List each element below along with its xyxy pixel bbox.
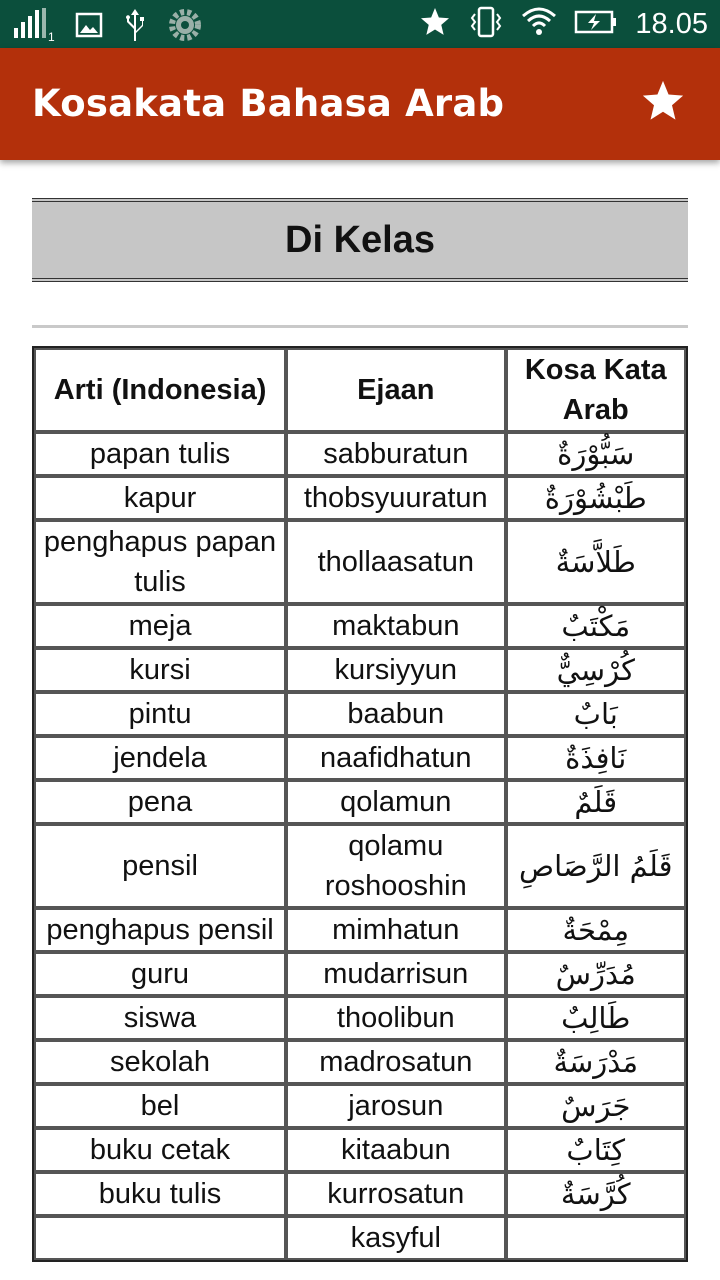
cell-arti: buku tulis — [34, 1172, 286, 1216]
cell-arti: bel — [34, 1084, 286, 1128]
cell-ejaan: mimhatun — [286, 908, 505, 952]
cell-arti: kursi — [34, 648, 286, 692]
cell-arti: penghapus pensil — [34, 908, 286, 952]
signal-sub: 1 — [48, 30, 55, 44]
cell-ejaan: thobsyuuratun — [286, 476, 505, 520]
cell-ejaan: kursiyyun — [286, 648, 505, 692]
cell-arab: نَافِذَةٌ — [506, 736, 687, 780]
wifi-icon — [521, 6, 557, 42]
cell-arti: pensil — [34, 824, 286, 908]
status-bar — [0, 0, 720, 48]
table-row — [34, 908, 686, 952]
cell-arti: penghapus papan tulis — [34, 520, 286, 604]
cell-arti: jendela — [34, 736, 286, 780]
cell-ejaan: thollaasatun — [286, 520, 505, 604]
table-row — [34, 1128, 686, 1172]
table-row — [34, 952, 686, 996]
signal-icon — [14, 8, 54, 46]
cell-ejaan: qolamu roshooshin — [286, 824, 505, 908]
table-row — [34, 736, 686, 780]
vibrate-icon — [469, 6, 503, 42]
table-row — [34, 476, 686, 520]
cell-ejaan: mudarrisun — [286, 952, 505, 996]
cell-arab: كِتَابٌ — [506, 1128, 687, 1172]
cell-arti: buku cetak — [34, 1128, 286, 1172]
cell-arab: مَدْرَسَةٌ — [506, 1040, 687, 1084]
cell-arab: جَرَسٌ — [506, 1084, 687, 1128]
cell-arab: طَبْشُوْرَةٌ — [506, 476, 687, 520]
section-header — [32, 198, 688, 282]
table-row — [34, 1084, 686, 1128]
cell-arab — [506, 1216, 687, 1260]
app-title: Kosakata Bahasa Arab — [32, 82, 505, 125]
favorite-star-icon[interactable] — [640, 78, 686, 124]
cell-ejaan: maktabun — [286, 604, 505, 648]
cell-arab: طَلاَّسَةٌ — [506, 520, 687, 604]
cell-ejaan: naafidhatun — [286, 736, 505, 780]
table-row — [34, 1172, 686, 1216]
table-row — [34, 432, 686, 476]
cell-ejaan: thoolibun — [286, 996, 505, 1040]
usb-icon — [124, 9, 146, 45]
cell-arab: مُدَرِّسٌ — [506, 952, 687, 996]
cell-arti — [34, 1216, 286, 1260]
cell-arti: sekolah — [34, 1040, 286, 1084]
table-row — [34, 996, 686, 1040]
cell-arab: قَلَمٌ — [506, 780, 687, 824]
section-title: Di Kelas — [285, 219, 435, 261]
header-ejaan: Ejaan — [286, 348, 505, 432]
cell-arab: مَكْتَبٌ — [506, 604, 687, 648]
table-row — [34, 780, 686, 824]
cell-arti: pena — [34, 780, 286, 824]
star-icon — [419, 6, 451, 42]
table-header-row — [34, 348, 686, 432]
cell-arab: طَالِبٌ — [506, 996, 687, 1040]
cell-arti: meja — [34, 604, 286, 648]
cell-arab: كُرَّسَةٌ — [506, 1172, 687, 1216]
cell-arab: مِمْحَةٌ — [506, 908, 687, 952]
cell-ejaan: kitaabun — [286, 1128, 505, 1172]
cell-arti: kapur — [34, 476, 286, 520]
cell-ejaan: baabun — [286, 692, 505, 736]
clock: 18.05 — [635, 7, 708, 40]
app-bar — [0, 48, 720, 160]
cell-ejaan: kasyful — [286, 1216, 505, 1260]
cell-ejaan: kurrosatun — [286, 1172, 505, 1216]
table-row — [34, 520, 686, 604]
table-row — [34, 692, 686, 736]
cell-arab: سَبُّوْرَةٌ — [506, 432, 687, 476]
table-row — [34, 604, 686, 648]
cell-ejaan: madrosatun — [286, 1040, 505, 1084]
battery-charging-icon — [575, 9, 617, 39]
cell-arti: guru — [34, 952, 286, 996]
header-arti: Arti (Indonesia) — [34, 348, 286, 432]
cell-ejaan: qolamun — [286, 780, 505, 824]
header-kosa-kata-arab: Kosa Kata Arab — [506, 348, 687, 432]
cell-arab: قَلَمُ الرَّصَاصِ — [506, 824, 687, 908]
cell-arab: بَابٌ — [506, 692, 687, 736]
cell-ejaan: jarosun — [286, 1084, 505, 1128]
cell-ejaan: sabburatun — [286, 432, 505, 476]
table-row — [34, 824, 686, 908]
cell-arti: pintu — [34, 692, 286, 736]
table-row — [34, 1040, 686, 1084]
divider — [32, 325, 688, 328]
table-row — [34, 1216, 686, 1260]
settings-icon — [168, 8, 202, 46]
cell-arti: papan tulis — [34, 432, 286, 476]
cell-arti: siswa — [34, 996, 286, 1040]
cell-arab: كُرْسِيٌّ — [506, 648, 687, 692]
image-icon — [76, 13, 102, 41]
table-row — [34, 648, 686, 692]
vocabulary-table — [32, 346, 688, 1262]
